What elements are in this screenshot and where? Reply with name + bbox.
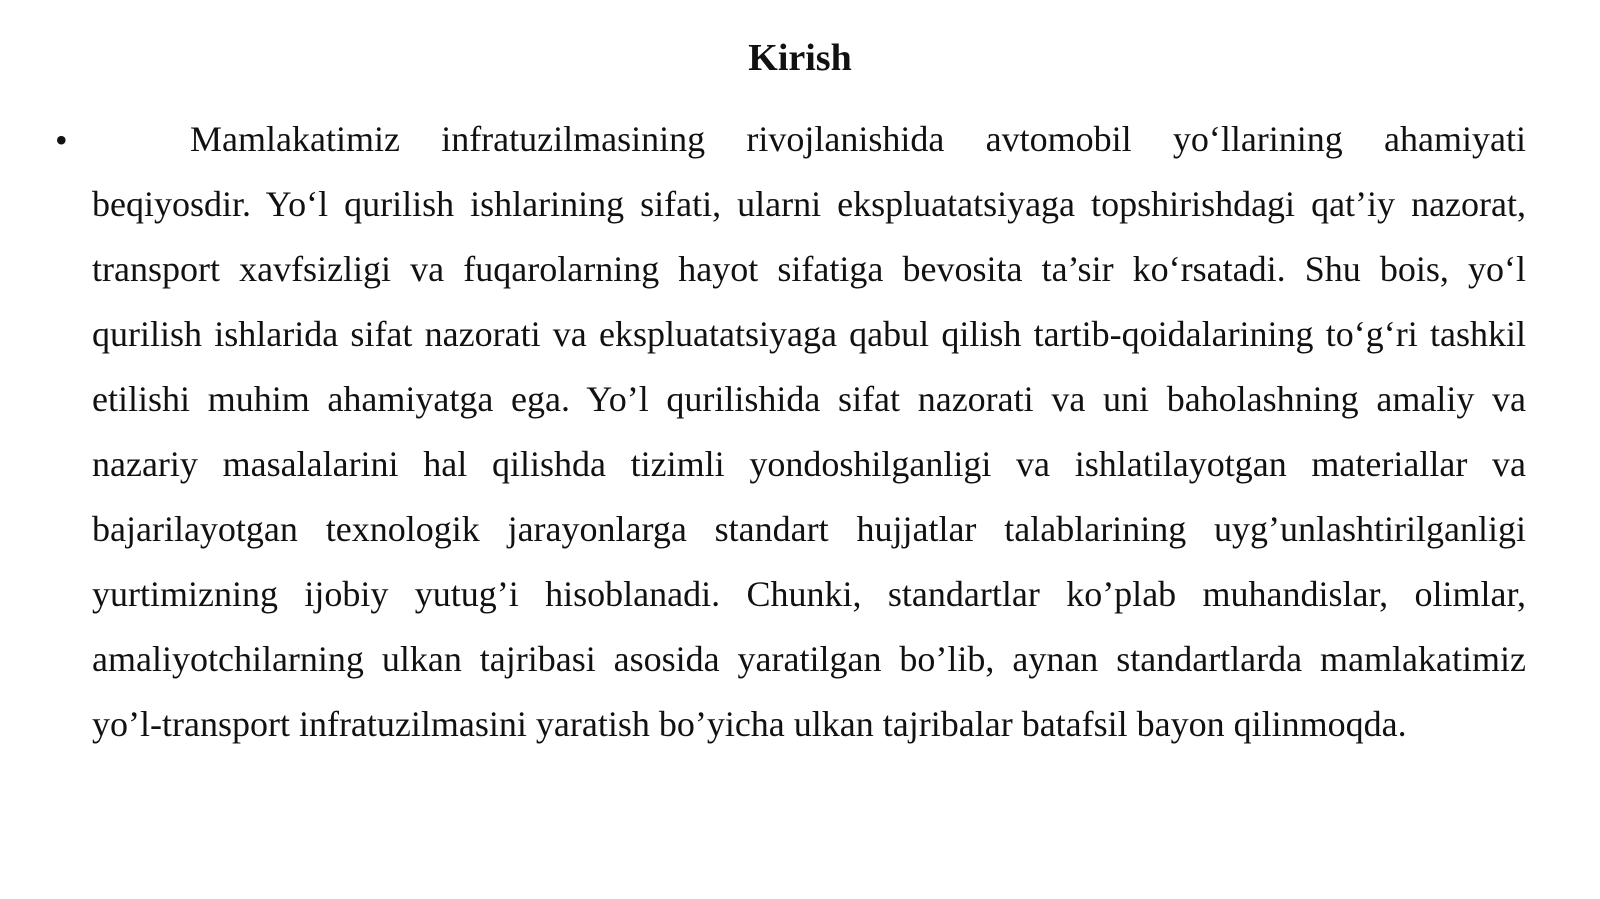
slide-title: Kirish bbox=[748, 37, 852, 79]
bullet-icon: • bbox=[55, 120, 68, 160]
body-paragraph: Mamlakatimiz infratuzilmasining rivojlanishida avtomobil yo‘llarining ahamiyati beqiyosdir. Yo‘l qurilish ishlarining sifati, ularni ekspluatatsiyaga topshirishdagi qat’iy nazorat, transport xavfsizligi va fuqarolarning hayot sifatiga bevosita ta’sir ko‘rsatadi. Shu bois, yo‘l qurilish ishlarida sifat nazorati va ekspluatatsiyaga qabul qilish tartib-qoidalarining to‘g‘ri tashkil etilishi muhim ahamiyatga ega. Yo’l qurilishida sifat nazorati va uni baholashning amaliy va nazariy masalalarini hal qilishda tizimli yondoshilganligi va ishlatilayotgan materiallar va bajarilayotgan texnologik jarayonlarga standart hujjatlar talablarining uyg’unlashtirilganligi yurtimizning ijobiy yutug’i hisoblanadi. Chunki, standartlar ko’plab muhandislar, olimlar, amaliyotchilarning ulkan tajribasi asosida yaratilgan bo’lib, aynan standartlarda mamlakatimiz yo’l-transport infratuzilmasini yaratish bo’yicha ulkan tajribalar batafsil bayon qilinmoqda. bbox=[92, 119, 1526, 744]
